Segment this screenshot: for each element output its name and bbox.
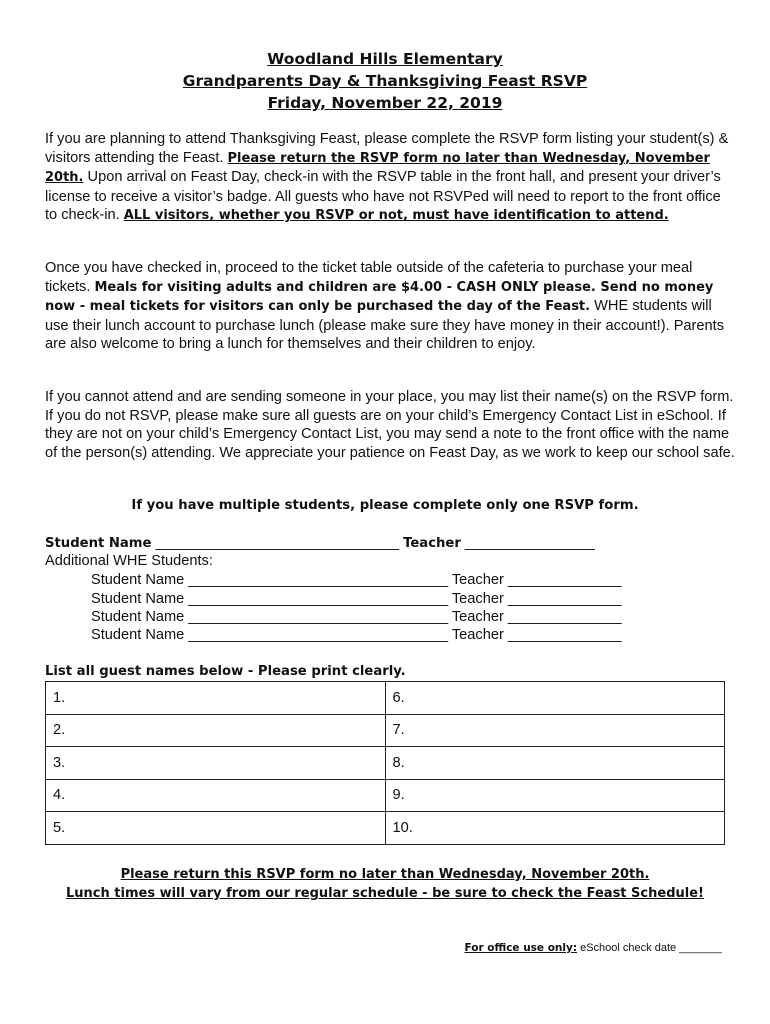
student-name-row: [45, 535, 595, 551]
additional-student-row: [91, 591, 622, 607]
additional-teacher-field[interactable]: ______________: [507, 609, 622, 625]
footer-lunch-schedule-note: Lunch times will vary from our regular schedule - be sure to check the Feast Schedule!: [66, 886, 704, 901]
additional-student-name-label: Student Name: [91, 609, 185, 625]
event-title-heading: Grandparents Day & Thanksgiving Feast RSVP: [182, 72, 588, 90]
substitute-guests-paragraph: If you cannot attend and are sending someone in your place, you may list their name(s) on the RSVP form. If you do not RSVP, please make sure all guests are on your child’s Emergency Contact List in eSchool. If they are not on your child’s Emergency Contact List, you may send a note to the front office with the name of the person(s) attending. We appreciate your patience on Feast Day, as we work to keep our school safe.: [45, 389, 735, 461]
additional-student-row: [91, 572, 622, 588]
guest-name-cell[interactable]: 9.: [385, 779, 725, 812]
meal-price-text: Meals for visiting adults and children are $4.00 - CASH ONLY please. Send no money now - meal tickets for visitors can only be purchased the day of the Feast.: [45, 279, 714, 315]
return-deadline-text: Please return the RSVP form no later than Wednesday, November 20th.: [45, 150, 710, 186]
table-row: [46, 747, 725, 780]
additional-student-name-field[interactable]: ________________________________: [188, 591, 449, 607]
additional-teacher-field[interactable]: ______________: [507, 591, 622, 607]
table-row: [46, 812, 725, 845]
office-use-label: For office use only:: [464, 942, 578, 954]
additional-teacher-field[interactable]: ______________: [507, 627, 622, 643]
guest-name-cell[interactable]: 8.: [385, 747, 725, 780]
intro-text-2: Upon arrival on Feast Day, check-in with the RSVP table in the front hall, and present your driver’s license to receive a visitor’s badge. All guests who have not RSVPed will need to report to the front office to check-in.: [45, 169, 721, 224]
multiple-students-note: If you have multiple students, please complete only one RSVP form.: [131, 498, 639, 513]
teacher-label: Teacher: [403, 536, 461, 551]
office-use-line: [464, 942, 722, 954]
additional-teacher-label: Teacher: [451, 572, 504, 588]
additional-student-name-field[interactable]: ________________________________: [188, 609, 449, 625]
footer-return-reminder: Please return this RSVP form no later than Wednesday, November 20th.: [120, 867, 650, 882]
meal-text-1: Once you have checked in, proceed to the ticket table outside of the cafeteria to purchase your meal tickets.: [45, 260, 693, 295]
additional-teacher-label: Teacher: [451, 627, 504, 643]
guest-name-cell[interactable]: 3.: [46, 747, 386, 780]
meal-text-2: WHE students will use their lunch account to purchase lunch (please make sure they have money in their account!). Parents are also welcome to bring a lunch for themselves and their children to enjoy.: [45, 298, 724, 353]
event-date-heading: Friday, November 22, 2019: [267, 94, 503, 112]
additional-student-name-label: Student Name: [91, 627, 185, 643]
meal-tickets-paragraph: [45, 259, 735, 354]
additional-student-name-field[interactable]: ________________________________: [188, 572, 449, 588]
table-row: [46, 714, 725, 747]
table-row: [46, 682, 725, 715]
guest-name-cell[interactable]: 10.: [385, 812, 725, 845]
school-name-heading: Woodland Hills Elementary: [267, 50, 503, 68]
guest-name-cell[interactable]: 1.: [46, 682, 386, 715]
student-name-field[interactable]: ______________________________: [155, 535, 400, 551]
additional-student-row: [91, 609, 622, 625]
guest-name-cell[interactable]: 6.: [385, 682, 725, 715]
additional-student-name-label: Student Name: [91, 591, 185, 607]
guest-name-cell[interactable]: 7.: [385, 714, 725, 747]
additional-students-label: Additional WHE Students:: [45, 553, 213, 569]
guest-name-cell[interactable]: 4.: [46, 779, 386, 812]
guest-list-heading: List all guest names below - Please print clearly.: [45, 664, 406, 679]
student-name-label: Student Name: [45, 536, 152, 551]
additional-student-name-field[interactable]: ________________________________: [188, 627, 449, 643]
additional-student-row: [91, 627, 622, 643]
eschool-check-date-field[interactable]: eSchool check date _______: [577, 942, 722, 954]
identification-requirement-text: ALL visitors, whether you RSVP or not, must have identification to attend.: [123, 208, 669, 224]
teacher-field[interactable]: ________________: [464, 535, 595, 551]
additional-teacher-field[interactable]: ______________: [507, 572, 622, 588]
table-row: [46, 779, 725, 812]
additional-student-name-label: Student Name: [91, 572, 185, 588]
intro-text-1: If you are planning to attend Thanksgiving Feast, please complete the RSVP form listing your student(s) & visitors attending the Feast.: [45, 131, 729, 166]
guest-names-table: [45, 681, 725, 845]
intro-paragraph: [45, 130, 735, 226]
additional-teacher-label: Teacher: [451, 591, 504, 607]
guest-name-cell[interactable]: 5.: [46, 812, 386, 845]
guest-name-cell[interactable]: 2.: [46, 714, 386, 747]
additional-teacher-label: Teacher: [451, 609, 504, 625]
